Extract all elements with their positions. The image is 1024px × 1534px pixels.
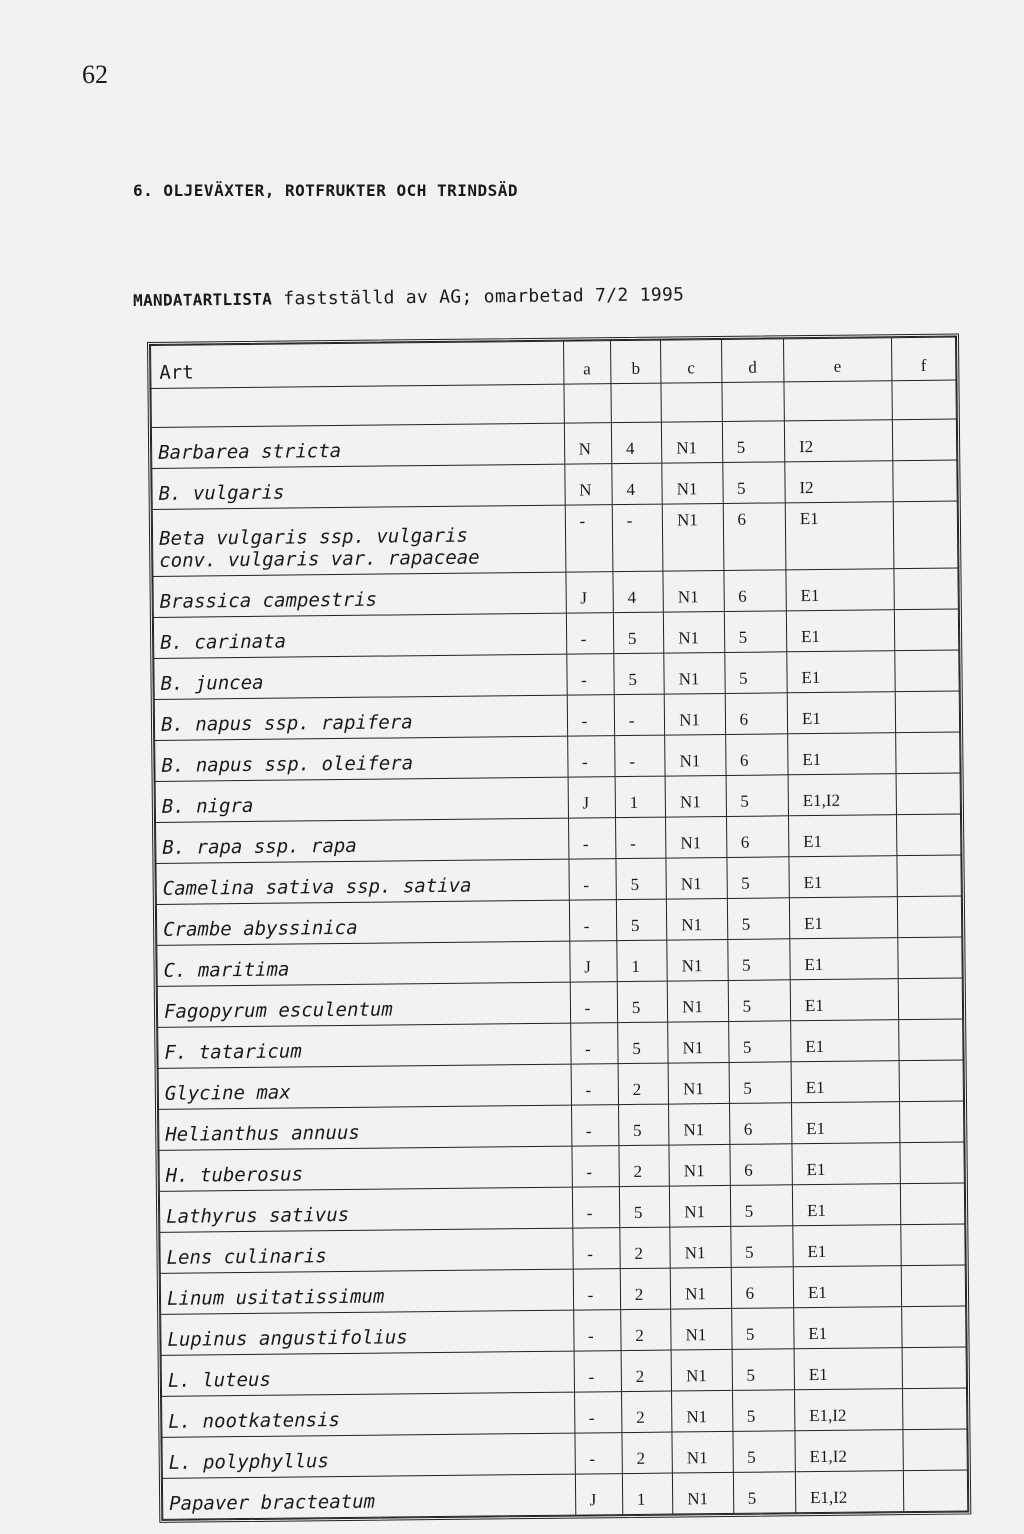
species-name: Linum usitatissimum [166, 1285, 385, 1310]
cell-b: 2 [621, 1309, 672, 1351]
cell-b: 4 [613, 571, 664, 613]
species-name: Lens culinaris [166, 1245, 327, 1269]
cell-c: N1 [666, 816, 727, 858]
cell-c: N1 [664, 611, 725, 653]
species-name: B. nigra [161, 794, 254, 818]
species-name: B. carinata [160, 630, 287, 654]
cell-art [157, 941, 570, 986]
cell-b: 2 [622, 1432, 673, 1474]
cell-c: N1 [669, 1144, 730, 1186]
cell-c: N1 [664, 652, 725, 694]
species-name: Glycine max [164, 1081, 291, 1105]
table-row [162, 1470, 967, 1519]
cell-f [895, 691, 960, 733]
cell-a: - [567, 695, 615, 736]
cell-d: 5 [722, 462, 785, 504]
cell-e: E1 [792, 1184, 900, 1226]
cell-c: N1 [665, 775, 726, 817]
cell-f [895, 732, 960, 774]
species-name: Fagopyrum esculentum [163, 998, 393, 1023]
cell-f [897, 937, 962, 979]
cell-b: 2 [621, 1350, 672, 1392]
species-name: C. maritima [163, 958, 290, 982]
cell-a: - [568, 818, 616, 859]
species-name: Papaver bracteatum [169, 1490, 376, 1515]
cell-f [903, 1470, 968, 1512]
cell-c: N1 [670, 1226, 731, 1268]
cell-d: 6 [729, 1144, 792, 1186]
cell-c: N1 [670, 1185, 731, 1227]
species-name: H. tuberosus [165, 1163, 304, 1187]
cell-d: 6 [723, 503, 786, 571]
header-f: f [891, 337, 956, 381]
cell-b: 5 [617, 981, 668, 1023]
species-name: B. napus ssp. oleifera [161, 752, 414, 777]
species-name: L. nootkatensis [168, 1409, 341, 1433]
cell-f [894, 609, 959, 651]
cell-e: E1 [794, 1307, 902, 1349]
cell-art [156, 818, 569, 863]
cell-e: E1 [793, 1266, 901, 1308]
cell-a: - [570, 1023, 618, 1064]
cell-art [156, 859, 569, 904]
cell-art [159, 1146, 572, 1191]
cell-e: E1 [790, 938, 898, 980]
section-title: 6. OLJEVÄXTER, ROTFRUKTER OCH TRINDSÄD [133, 181, 519, 200]
cell-f [899, 1060, 964, 1102]
cell-e: E1,I2 [794, 1389, 902, 1431]
header-d: d [721, 339, 784, 383]
cell-c: N1 [662, 462, 723, 504]
cell-e: E1 [789, 856, 897, 898]
cell-a: - [573, 1310, 621, 1351]
cell-e: E1,I2 [795, 1471, 903, 1513]
cell-art [161, 1310, 574, 1355]
cell-e: E1 [791, 1061, 899, 1103]
cell-art [153, 572, 566, 617]
species-name: B. juncea [160, 671, 264, 695]
cell-d: 5 [733, 1472, 796, 1514]
cell-f [892, 460, 957, 502]
cell-a: J [565, 572, 613, 613]
cell-d: 6 [731, 1267, 794, 1309]
cell-a: - [572, 1187, 620, 1228]
cell-f [892, 419, 957, 461]
cell-art [159, 1105, 572, 1150]
cell-a: - [571, 1105, 619, 1146]
cell-c: N1 [672, 1431, 733, 1473]
cell-d: 5 [724, 611, 787, 653]
cell-a: J [568, 777, 616, 818]
cell-a: - [567, 736, 615, 777]
species-name: Brassica campestris [159, 588, 378, 613]
cell-f [902, 1347, 967, 1389]
cell-e: E1 [790, 979, 898, 1021]
spacer-cell [611, 383, 662, 423]
cell-art [159, 1187, 572, 1232]
cell-d: 5 [728, 1021, 791, 1063]
cell-art [162, 1392, 575, 1437]
cell-d: 6 [726, 816, 789, 858]
cell-c: N1 [665, 734, 726, 776]
cell-a: N [564, 464, 612, 505]
cell-a: - [569, 900, 617, 941]
cell-e: E1 [788, 733, 896, 775]
cell-b: 2 [621, 1391, 672, 1433]
cell-b: 4 [612, 463, 663, 505]
cell-a: - [571, 1064, 619, 1105]
species-name: B. rapa ssp. rapa [162, 834, 357, 859]
cell-b: 5 [617, 1022, 668, 1064]
cell-f [900, 1224, 965, 1266]
cell-a: - [566, 654, 614, 695]
cell-a: N [564, 423, 612, 464]
cell-b: 2 [618, 1063, 669, 1105]
cell-art [151, 423, 564, 468]
cell-c: N1 [671, 1308, 732, 1350]
species-name: B. napus ssp. rapifera [160, 711, 413, 736]
cell-a: - [565, 505, 613, 572]
cell-c: N1 [663, 570, 724, 612]
cell-c: N1 [664, 693, 725, 735]
cell-f [896, 773, 961, 815]
cell-e: E1 [787, 692, 895, 734]
cell-d: 6 [723, 570, 786, 612]
species-name: Beta vulgaris ssp. vulgaris [158, 524, 469, 550]
cell-c: N1 [666, 857, 727, 899]
cell-a: - [574, 1392, 622, 1433]
cell-c: N1 [671, 1349, 732, 1391]
cell-d: 5 [729, 1062, 792, 1104]
cell-c: N1 [669, 1103, 730, 1145]
cell-e: I2 [784, 420, 892, 462]
spacer-cell [721, 382, 784, 422]
cell-b: 5 [616, 899, 667, 941]
cell-art [154, 654, 567, 699]
cell-f [902, 1429, 967, 1471]
cell-a: J [569, 941, 617, 982]
species-name: B. vulgaris [158, 481, 285, 505]
species-name: F. tataricum [164, 1040, 302, 1064]
cell-art [160, 1269, 573, 1314]
cell-e: E1 [786, 569, 894, 611]
cell-d: 5 [732, 1349, 795, 1391]
table-row [152, 501, 958, 576]
cell-art [157, 982, 570, 1027]
cell-f [898, 978, 963, 1020]
cell-b: 5 [619, 1186, 670, 1228]
species-name: L. luteus [167, 1368, 271, 1392]
cell-f [894, 650, 959, 692]
cell-c: N1 [662, 421, 723, 463]
cell-a: - [566, 613, 614, 654]
cell-d: 5 [727, 898, 790, 940]
cell-f [896, 855, 961, 897]
cell-art [153, 613, 566, 658]
cell-d: 5 [732, 1390, 795, 1432]
cell-b: 5 [616, 858, 667, 900]
cell-b: - [615, 817, 666, 859]
cell-d: 6 [729, 1103, 792, 1145]
cell-f [898, 1019, 963, 1061]
cell-f [893, 501, 958, 569]
page-number: 62 [82, 60, 108, 89]
subtitle-bold: MANDATARTLISTA [133, 289, 273, 310]
cell-e: E1 [789, 897, 897, 939]
cell-b: - [612, 504, 663, 572]
cell-a: - [573, 1269, 621, 1310]
species-name: Lathyrus sativus [166, 1203, 350, 1228]
cell-d: 6 [725, 734, 788, 776]
cell-d: 5 [731, 1308, 794, 1350]
cell-e: E1 [792, 1143, 900, 1185]
cell-e: E1,I2 [795, 1430, 903, 1472]
cell-art [162, 1433, 575, 1478]
cell-art [154, 695, 567, 740]
cell-d: 5 [726, 857, 789, 899]
cell-art [158, 1023, 571, 1068]
cell-b: - [614, 735, 665, 777]
cell-d: 5 [724, 652, 787, 694]
header-art: Art [151, 341, 564, 388]
cell-c: N1 [667, 980, 728, 1022]
cell-d: 5 [722, 421, 785, 463]
cell-art [158, 1064, 571, 1109]
header-a: a [563, 341, 611, 384]
cell-f [893, 568, 958, 610]
cell-art [155, 736, 568, 781]
cell-a: - [572, 1146, 620, 1187]
spacer-cell [661, 382, 722, 422]
cell-e: E1 [786, 610, 894, 652]
cell-d: 6 [725, 693, 788, 735]
cell-a: - [570, 982, 618, 1023]
cell-art [162, 1474, 575, 1519]
cell-b: 5 [618, 1104, 669, 1146]
cell-f [899, 1142, 964, 1184]
cell-e: E1 [794, 1348, 902, 1390]
mandate-table [147, 333, 971, 1522]
cell-b: 5 [614, 653, 665, 695]
cell-b: 2 [619, 1145, 670, 1187]
spacer-cell [564, 384, 612, 423]
cell-a: - [572, 1228, 620, 1269]
cell-c: N1 [667, 898, 728, 940]
cell-b: 5 [613, 612, 664, 654]
cell-c: N1 [667, 939, 728, 981]
spacer-cell [151, 384, 564, 427]
cell-c: N1 [670, 1267, 731, 1309]
cell-b: 2 [620, 1268, 671, 1310]
cell-c: N1 [662, 503, 723, 571]
species-name: Camelina sativa ssp. sativa [162, 874, 472, 900]
cell-art [155, 777, 568, 822]
cell-art [152, 505, 565, 576]
spacer-cell [892, 380, 957, 420]
cell-f [900, 1183, 965, 1225]
cell-art [161, 1351, 574, 1396]
cell-a: - [574, 1351, 622, 1392]
species-name: L. polyphyllus [168, 1450, 330, 1474]
cell-d: 5 [730, 1226, 793, 1268]
cell-d: 5 [727, 939, 790, 981]
header-e: e [783, 338, 891, 382]
header-b: b [610, 340, 661, 384]
species-name: Helianthus annuus [165, 1121, 360, 1146]
species-name-continued: conv. vulgaris var. rapaceae [159, 546, 480, 572]
cell-e: E1 [785, 502, 893, 570]
cell-e: E1 [788, 815, 896, 857]
cell-c: N1 [672, 1390, 733, 1432]
cell-art [160, 1228, 573, 1273]
cell-f [897, 896, 962, 938]
document-subtitle [133, 284, 684, 311]
cell-e: E1 [793, 1225, 901, 1267]
cell-f [896, 814, 961, 856]
cell-e: E1,I2 [788, 774, 896, 816]
cell-f [901, 1265, 966, 1307]
cell-d: 5 [728, 980, 791, 1022]
header-c: c [661, 339, 722, 383]
cell-e: E1 [787, 651, 895, 693]
cell-b: 2 [620, 1227, 671, 1269]
cell-c: N1 [668, 1021, 729, 1063]
species-name: Barbarea stricta [158, 439, 342, 464]
cell-art [152, 464, 565, 509]
spacer-cell [784, 381, 892, 421]
cell-f [902, 1388, 967, 1430]
species-name: Lupinus angustifolius [167, 1326, 408, 1351]
cell-c: N1 [668, 1062, 729, 1104]
cell-b: 1 [622, 1473, 673, 1515]
cell-f [901, 1306, 966, 1348]
cell-f [899, 1101, 964, 1143]
cell-b: - [614, 694, 665, 736]
cell-d: 5 [726, 775, 789, 817]
cell-e: E1 [791, 1102, 899, 1144]
cell-b: 1 [617, 940, 668, 982]
cell-e: I2 [785, 461, 893, 503]
cell-art [156, 900, 569, 945]
cell-b: 1 [615, 776, 666, 818]
cell-d: 5 [730, 1185, 793, 1227]
cell-c: N1 [673, 1472, 734, 1514]
cell-a: - [569, 859, 617, 900]
subtitle-rest: fastställd av AG; omarbetad 7/2 1995 [272, 284, 685, 310]
cell-e: E1 [791, 1020, 899, 1062]
cell-a: - [575, 1433, 623, 1474]
cell-d: 5 [732, 1431, 795, 1473]
cell-a: J [575, 1474, 623, 1515]
cell-b: 4 [611, 422, 662, 464]
species-name: Crambe abyssinica [163, 916, 358, 941]
